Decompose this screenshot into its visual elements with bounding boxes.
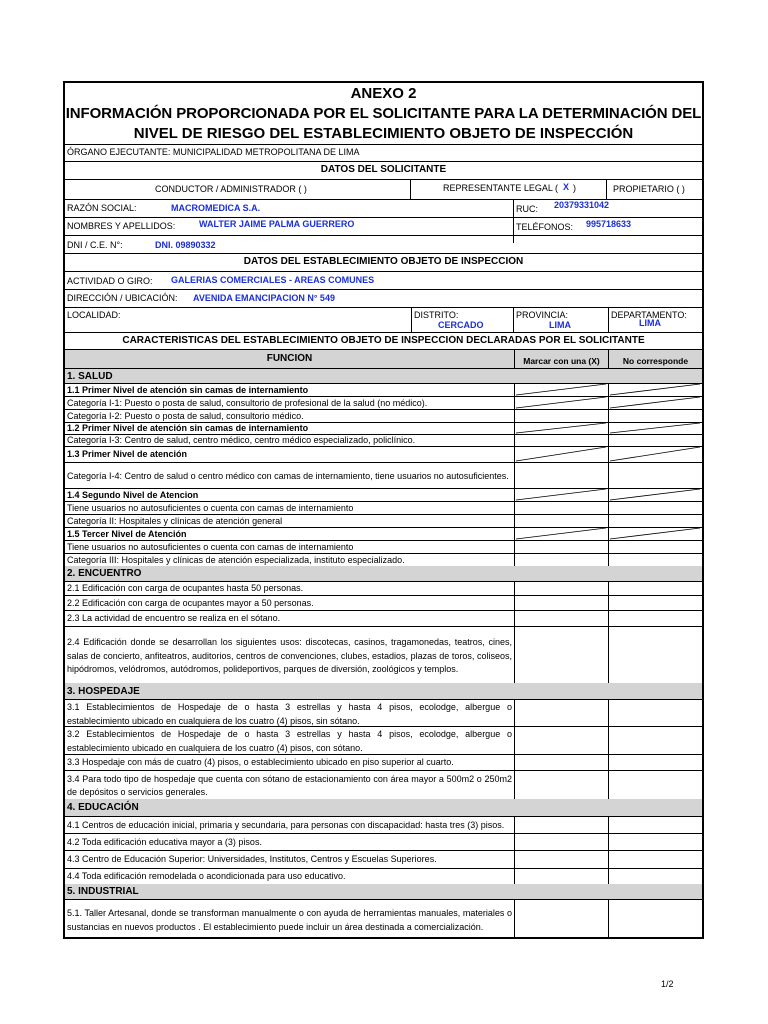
function-row-text: Tiene usuarios no autosuficientes o cuenta con camas de internamiento (67, 503, 354, 513)
function-row-text: 3.3 Hospedaje con más de cuatro (4) pisos, o establecimiento ubicado en piso superior al cuarto. (67, 757, 454, 767)
function-row-text: 2.3 La actividad de encuentro se realiza en el sótano. (67, 613, 281, 623)
ruc-value[interactable]: 20379331042 (554, 200, 610, 210)
strike-diagonal (514, 396, 702, 409)
strike-line (610, 384, 700, 395)
function-row-text: Categoría I-4: Centro de salud o centro médico con camas de internamiento, tiene usuarios no autosuficientes. (67, 470, 509, 481)
strike-diagonal (514, 527, 702, 540)
no-corresponde-cell[interactable] (609, 462, 702, 488)
function-row-text: 2.1 Edificación con carga de ocupantes hasta 50 personas. (67, 583, 304, 593)
no-corresponde-cell[interactable] (609, 833, 702, 850)
col-marcar: Marcar con una (X) (523, 356, 600, 366)
solicitante-header: DATOS DEL SOLICITANTE (320, 164, 447, 175)
strike-line (610, 397, 700, 408)
no-corresponde-cell[interactable] (609, 553, 702, 566)
propietario-checkbox[interactable]: PROPIETARIO ( ) (613, 184, 685, 194)
strike-line (516, 447, 606, 461)
subsection-title: 1.5 Tercer Nivel de Atención (67, 529, 187, 539)
no-corresponde-cell[interactable] (609, 770, 702, 799)
strike-diagonal (514, 383, 702, 396)
mark-x-cell[interactable] (515, 610, 608, 626)
mark-x-cell[interactable] (515, 699, 608, 726)
mark-x-cell[interactable] (515, 434, 608, 446)
form-title-line-1: INFORMACIÓN PROPORCIONADA POR EL SOLICITANTE PARA LA DETERMINACIÓN DEL (65, 105, 702, 122)
no-corresponde-cell[interactable] (609, 514, 702, 527)
provincia-value[interactable]: LIMA (549, 320, 571, 330)
strike-line (516, 384, 606, 395)
function-row-text: 2.4 Edificación donde se desarrollan los siguientes usos: discotecas, casinos, tragamonedas, teatros, cines, salas de concierto, anfiteatros, auditorios, centros de convenciones, clubes, estadios, plazas de toros, coliseos, hipódromos, velódromos, autódromos, polideportivos, parques de diversión, zoológicos y templos. (67, 637, 512, 674)
strike-line (610, 528, 700, 539)
mark-x-cell[interactable] (515, 501, 608, 514)
strike-line (516, 528, 606, 539)
mark-x-cell[interactable] (515, 553, 608, 566)
mark-x-cell[interactable] (515, 540, 608, 553)
no-corresponde-cell[interactable] (609, 626, 702, 683)
no-corresponde-cell[interactable] (609, 850, 702, 868)
mark-x-cell[interactable] (515, 833, 608, 850)
no-corresponde-cell[interactable] (609, 409, 702, 422)
strike-line (516, 423, 606, 433)
section-title: 4. EDUCACIÓN (67, 802, 139, 813)
representante-mark[interactable]: X (563, 182, 570, 192)
function-row-text: Categoría I-2: Puesto o posta de salud, consultorio médico. (67, 411, 304, 421)
mark-x-cell[interactable] (515, 850, 608, 868)
section-title: 2. ENCUENTRO (67, 568, 142, 579)
form-annex-2 (63, 81, 704, 939)
representante-close: ) (573, 183, 576, 193)
function-row-text: 5.1. Taller Artesanal, donde se transforman manualmente o con ayuda de herramientas manuales, materiales o sustancias en nuevos productos . El establecimiento puede incluir un área destinada a comercialización. (67, 908, 512, 932)
form-title-line-2: NIVEL DE RIESGO DEL ESTABLECIMIENTO OBJETO DE INSPECCIÓN (133, 125, 634, 142)
mark-x-cell[interactable] (515, 726, 608, 754)
mark-x-cell[interactable] (515, 899, 608, 939)
section-title: 3. HOSPEDAJE (67, 686, 140, 697)
strike-line (516, 397, 606, 408)
organo-ejecutante: ÓRGANO EJECUTANTE: MUNICIPALIDAD METROPOLITANA DE LIMA (67, 147, 360, 157)
razon-social-label: RAZÓN SOCIAL: (67, 203, 137, 213)
telefonos-value[interactable]: 995718633 (586, 219, 632, 229)
departamento-label: DEPARTAMENTO: (611, 310, 687, 320)
annex-title: ANEXO 2 (350, 85, 417, 102)
strike-line (610, 447, 700, 461)
distrito-label: DISTRITO: (414, 310, 459, 320)
no-corresponde-cell[interactable] (609, 434, 702, 446)
strike-diagonal (514, 422, 702, 434)
no-corresponde-cell[interactable] (609, 595, 702, 610)
ruc-label: RUC: (516, 204, 538, 214)
representante-label[interactable]: REPRESENTANTE LEGAL ( (443, 183, 559, 193)
page-number: 1/2 (661, 979, 674, 989)
direccion-value[interactable]: AVENIDA EMANCIPACION N° 549 (193, 293, 335, 303)
no-corresponde-cell[interactable] (609, 501, 702, 514)
function-row-text: 4.4 Toda edificación remodelada o acondicionada para uso educativo. (67, 871, 346, 881)
function-row-text: Categoría I-3: Centro de salud, centro médico, centro médico especializado, policlínico. (67, 435, 416, 445)
strike-diagonal (514, 446, 702, 462)
strike-line (610, 489, 700, 500)
function-row-text: 3.1 Establecimientos de Hospedaje de o hasta 3 estrellas y hasta 4 pisos, ecolodge, albergue o establecimiento ubicado en cualquiera de los cuatro (4) pisos, sin sótano. (67, 702, 512, 726)
nombres-value[interactable]: WALTER JAIME PALMA GUERRERO (199, 219, 355, 229)
function-row-text: Tiene usuarios no autosuficientes o cuenta con camas de internamiento (67, 542, 354, 552)
direccion-label: DIRECCIÓN / UBICACIÓN: (67, 293, 178, 303)
actividad-value[interactable]: GALERIAS COMERCIALES - AREAS COMUNES (171, 275, 375, 285)
strike-line (516, 489, 606, 500)
no-corresponde-cell[interactable] (609, 899, 702, 939)
mark-x-cell[interactable] (515, 409, 608, 422)
function-row-text: 3.4 Para todo tipo de hospedaje que cuenta con sótano de estacionamiento con área mayor a 500m2 o 250m2 de depósitos o servicios generales. (67, 773, 512, 797)
no-corresponde-cell[interactable] (609, 581, 702, 595)
mark-x-cell[interactable] (515, 754, 608, 770)
mark-x-cell[interactable] (515, 514, 608, 527)
no-corresponde-cell[interactable] (609, 699, 702, 726)
no-corresponde-cell[interactable] (609, 816, 702, 833)
mark-x-cell[interactable] (515, 581, 608, 595)
no-corresponde-cell[interactable] (609, 726, 702, 754)
no-corresponde-cell[interactable] (609, 868, 702, 884)
section-title: 5. INDUSTRIAL (67, 886, 139, 897)
function-row-text: Categoría I-1: Puesto o posta de salud, consultorio de profesional de la salud (no médico). (67, 398, 428, 408)
mark-x-cell[interactable] (515, 462, 608, 488)
telefonos-label: TELÉFONOS: (516, 222, 574, 232)
mark-x-cell[interactable] (515, 868, 608, 884)
function-row-text: 2.2 Edificación con carga de ocupantes mayor a 50 personas. (67, 598, 314, 608)
departamento-value[interactable]: LIMA (639, 318, 661, 328)
mark-x-cell[interactable] (515, 595, 608, 610)
conductor-checkbox[interactable]: CONDUCTOR / ADMINISTRADOR ( ) (155, 184, 307, 194)
function-row-text: 4.1 Centros de educación inicial, primaria y secundaria, para personas con discapacidad: hasta tres (3) pisos. (67, 820, 505, 830)
provincia-label: PROVINCIA: (516, 310, 569, 320)
dni-value[interactable]: DNI. 09890332 (155, 240, 216, 250)
subsection-title: 1.2 Primer Nivel de atención sin camas de internamiento (67, 423, 309, 433)
col-funcion: FUNCIÓN (266, 353, 313, 364)
localidad-label: LOCALIDAD: (67, 310, 121, 320)
no-corresponde-cell[interactable] (609, 754, 702, 770)
mark-x-cell[interactable] (515, 626, 608, 683)
nombres-label: NOMBRES Y APELLIDOS: (67, 221, 176, 231)
actividad-label: ACTIVIDAD O GIRO: (67, 276, 153, 286)
strike-line (610, 423, 700, 433)
strike-diagonal (514, 488, 702, 501)
mark-x-cell[interactable] (515, 770, 608, 799)
function-row-text: 3.2 Establecimientos de Hospedaje de o hasta 3 estrellas y hasta 4 pisos, ecolodge, albergue o establecimiento ubicado en cualquiera de los cuatro (4) pisos, con sótano. (67, 729, 512, 753)
subsection-title: 1.1 Primer Nivel de atención sin camas de internamiento (67, 385, 309, 395)
dni-label: DNI / C.E. N°: (67, 240, 123, 250)
function-row-text: Categoría II: Hospitales y clínicas de atención general (67, 516, 283, 526)
subsection-title: 1.3 Primer Nivel de atención (67, 449, 188, 459)
no-corresponde-cell[interactable] (609, 610, 702, 626)
no-corresponde-cell[interactable] (609, 540, 702, 553)
section-title: 1. SALUD (67, 371, 113, 382)
function-row-text: 4.2 Toda edificación educativa mayor a (3) pisos. (67, 837, 262, 847)
function-row-text: 4.3 Centro de Educación Superior: Universidades, Institutos, Centros y Escuelas Superiores. (67, 854, 437, 864)
subsection-title: 1.4 Segundo Nivel de Atencion (67, 490, 199, 500)
function-row-text: Categoría III: Hospitales y clínicas de atención especializada, instituto especializado. (67, 555, 405, 565)
establecimiento-header: DATOS DEL ESTABLECIMIENTO OBJETO DE INSPECCIÓN (243, 256, 524, 267)
distrito-value[interactable]: CERCADO (438, 320, 484, 330)
col-no-corresponde: No corresponde (622, 356, 689, 366)
caracteristicas-header: CARACTERÍSTICAS DEL ESTABLECIMIENTO OBJETO DE INSPECCIÓN DECLARADAS POR EL SOLICITANTE (122, 335, 645, 346)
razon-social-value[interactable]: MACROMEDICA S.A. (171, 203, 261, 213)
mark-x-cell[interactable] (515, 816, 608, 833)
